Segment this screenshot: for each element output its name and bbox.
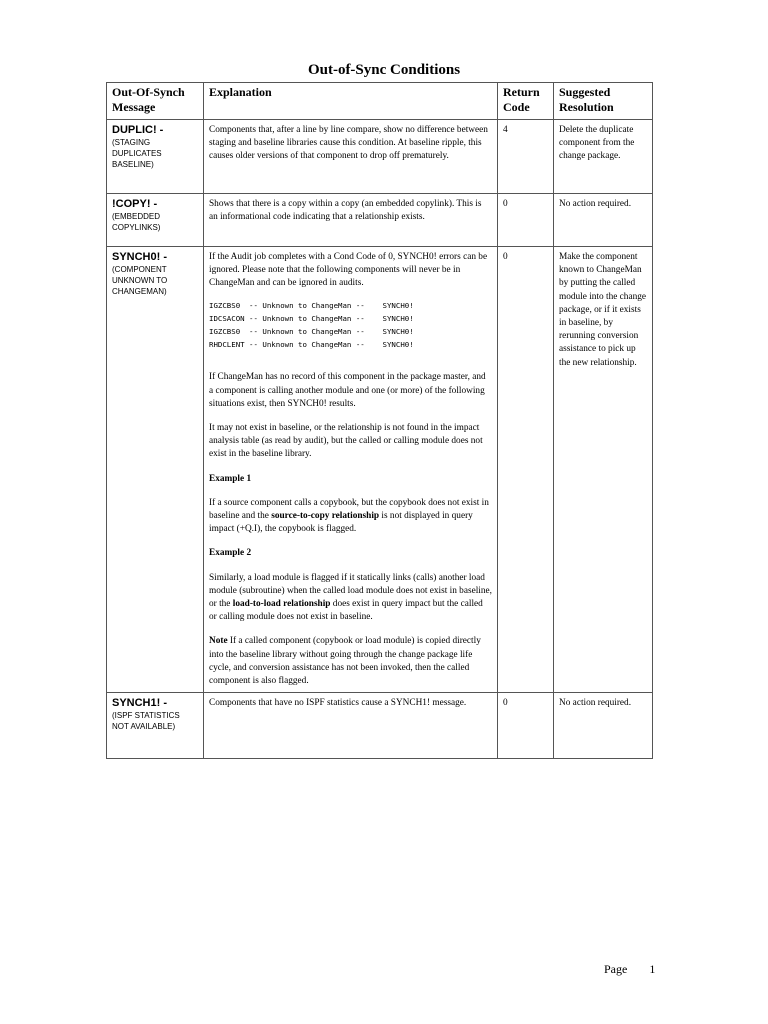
table-row xyxy=(107,194,653,247)
example-emphasis: load-to-load relationship xyxy=(232,599,331,610)
message-description: (ISPF STATISTICS NOT AVAILABLE) xyxy=(112,711,180,732)
example-text: If a source component calls a copybook, but the copybook does not exist in baseline and the xyxy=(209,497,489,522)
synch0-paragraph: If ChangeMan has no record of this component in the package master, and a component is calling another module and one (or more) of the following situations exist, then SYNCH0! results. xyxy=(209,372,486,409)
table-row xyxy=(107,693,653,759)
code-line: RHDCLENT -- Unknown to ChangeMan -- SYNCH0! xyxy=(209,340,414,350)
resolution-cell: No action required. xyxy=(554,693,653,759)
message-code: SYNCH0! - xyxy=(112,251,168,263)
return-code-cell: 0 xyxy=(498,247,554,693)
code-line: IDCSACON -- Unknown to ChangeMan -- SYNCH0! xyxy=(209,313,414,323)
out-of-sync-table xyxy=(106,82,653,759)
code-line: IGZCBS0 -- Unknown to ChangeMan -- SYNCH0! xyxy=(209,327,414,337)
page-label: Page xyxy=(604,962,628,976)
example-2-heading: Example 2 xyxy=(209,548,252,559)
return-code-cell: 4 xyxy=(498,120,554,194)
message-cell xyxy=(107,247,204,693)
synch0-intro: If the Audit job completes with a Cond Code of 0, SYNCH0! errors can be ignored. Please note that the following components will never be in ChangeMan and can be ignored in audits. xyxy=(209,252,488,289)
code-line: IGZCBS0 -- Unknown to ChangeMan -- SYNCH0! xyxy=(209,300,414,310)
synch0-paragraph: It may not exist in baseline, or the relationship is not found in the impact analysis table (as read by audit), but the called or calling module does not exist in the baseline library. xyxy=(209,423,483,460)
resolution-cell: No action required. xyxy=(554,194,653,247)
explanation-cell xyxy=(204,247,498,693)
header-explanation: Explanation xyxy=(204,83,498,120)
resolution-cell: Make the component known to ChangeMan by putting the called module into the change package, or if it exists in baseline, by rerunning conversion assistance to pick up the new relationship. xyxy=(554,247,653,693)
header-resolution: Suggested Resolution xyxy=(554,83,653,120)
explanation-cell: Components that have no ISPF statistics cause a SYNCH1! message. xyxy=(204,693,498,759)
message-code: DUPLIC! - xyxy=(112,124,164,136)
page-number: 1 xyxy=(649,962,656,976)
header-message: Out-Of-Synch Message xyxy=(107,83,204,120)
table-row xyxy=(107,120,653,194)
example-text: is not displayed in query impact (+Q.I), the copybook is flagged. xyxy=(209,511,473,535)
resolution-cell: Delete the duplicate component from the change package. xyxy=(554,120,653,194)
message-cell xyxy=(107,693,204,759)
message-description: (COMPONENT UNKNOWN TO CHANGEMAN) xyxy=(112,265,168,297)
table-row xyxy=(107,247,653,693)
message-cell xyxy=(107,194,204,247)
return-code-cell: 0 xyxy=(498,194,554,247)
note-label: Note xyxy=(209,636,228,647)
note-body: If a called component (copybook or load module) is copied directly into the baseline library without going through the change package life cycle, and conversion assistance has not been invoked, then the called component is also flagged. xyxy=(209,636,481,687)
explanation-cell: Components that, after a line by line compare, show no difference between staging and baseline libraries cause this condition. At baseline ripple, this causes older versions of that component to drop off prematurely. xyxy=(204,120,498,194)
example-text: does exist in query impact but the called or calling module does not exist in baseline. xyxy=(209,599,483,623)
table-header-row xyxy=(107,83,653,120)
message-code: SYNCH1! - xyxy=(112,697,168,710)
page-title: Out-of-Sync Conditions xyxy=(307,62,461,78)
note-text xyxy=(209,635,492,688)
example-2-text xyxy=(209,572,492,625)
example-1-heading: Example 1 xyxy=(209,473,252,484)
example-text: Similarly, a load module is flagged if it statically links (calls) another load module (subroutine) when the called load module does not exist in baseline, or the xyxy=(209,572,492,610)
page-footer xyxy=(604,962,655,977)
example-1-text xyxy=(209,497,492,537)
message-description: (EMBEDDED COPYLINKS) xyxy=(112,212,161,233)
message-code: !COPY! - xyxy=(112,198,158,210)
return-code-cell: 0 xyxy=(498,693,554,759)
explanation-cell: Shows that there is a copy within a copy (an embedded copylink). This is an informational code indicating that a relationship exists. xyxy=(204,194,498,247)
unknown-components-listing xyxy=(209,299,492,352)
message-cell xyxy=(107,120,204,194)
header-return-code: Return Code xyxy=(498,83,554,120)
message-description: (STAGING DUPLICATES BASELINE) xyxy=(112,138,162,170)
example-emphasis: source-to-copy relationship xyxy=(271,511,380,522)
